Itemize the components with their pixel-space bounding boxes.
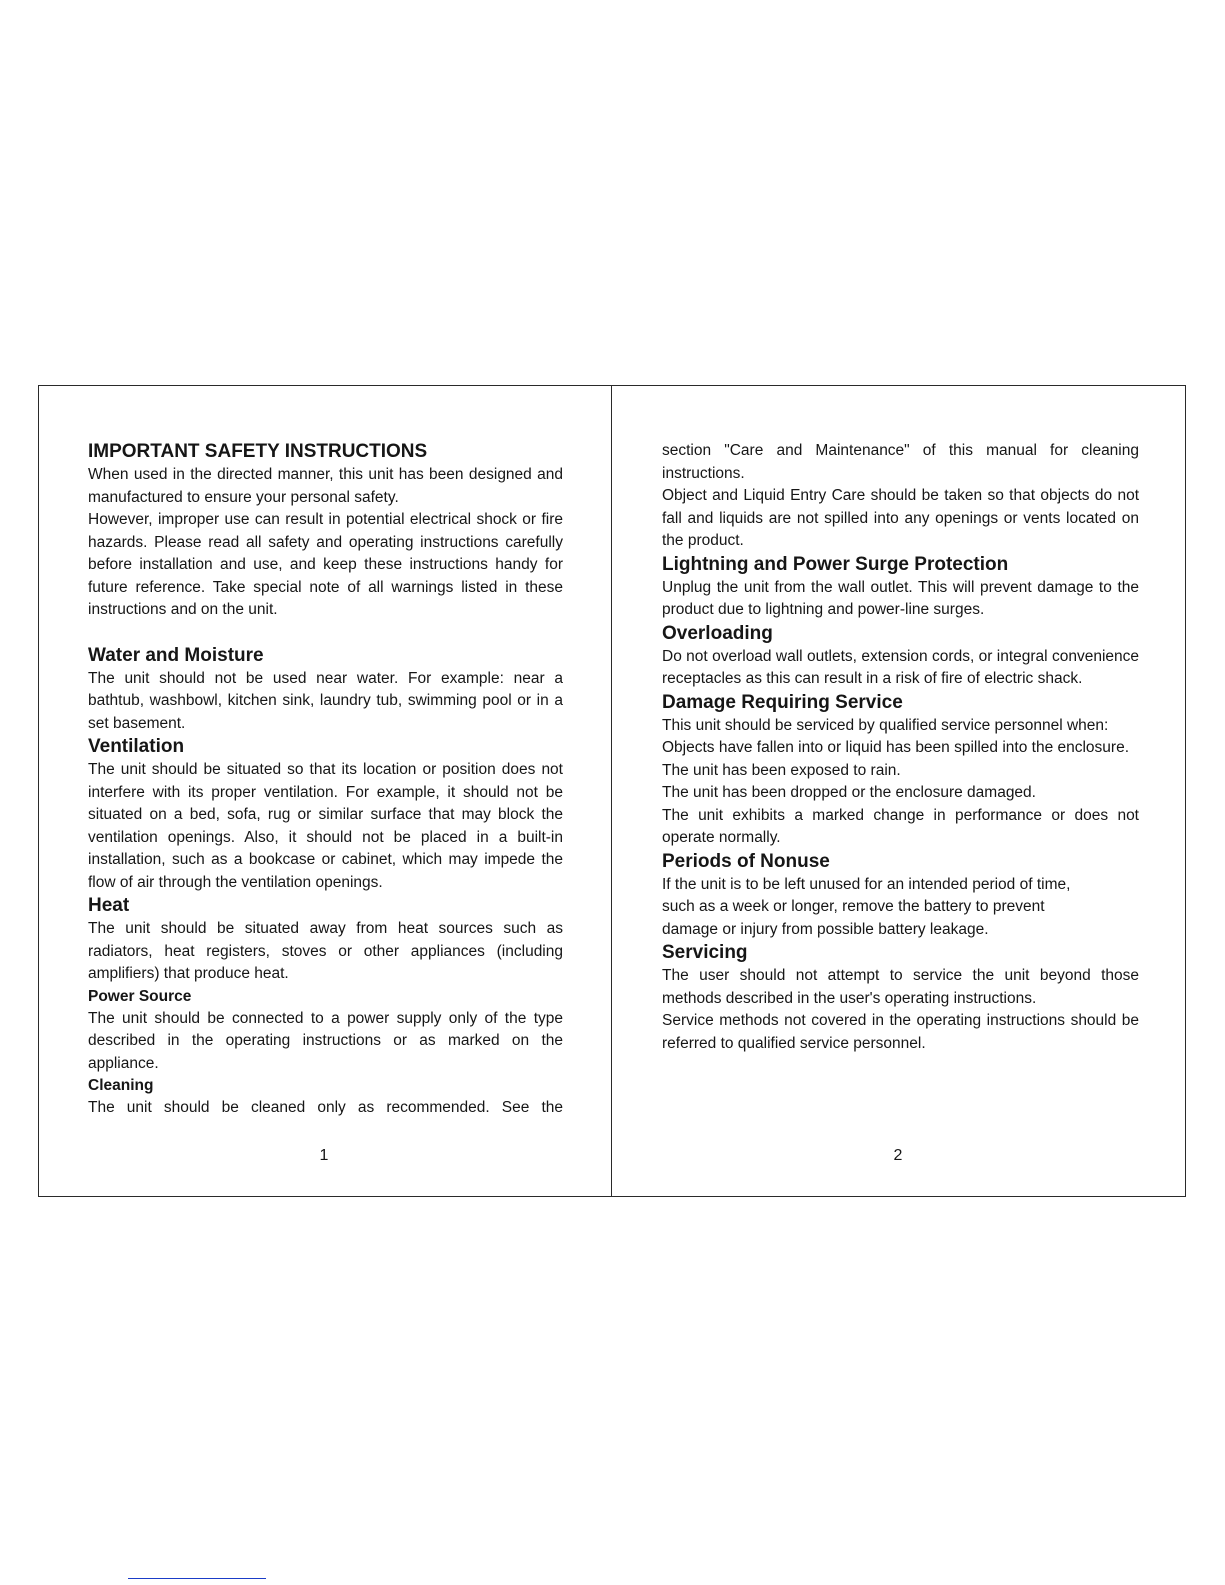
nonuse-heading: Periods of Nonuse [662, 850, 830, 872]
link-underline [128, 1578, 266, 1579]
servicing-heading: Servicing [662, 942, 748, 963]
servicing-text-2: Service methods not covered in the operating instructions should be referred to qualified service personnel. [662, 1012, 1139, 1052]
page-number-2: 2 [893, 1147, 903, 1164]
nonuse-line: such as a week or longer, remove the battery to prevent [662, 898, 1045, 915]
heat-heading: Heat [88, 895, 130, 916]
cleaning-continued-text: section "Care and Maintenance" of this manual for cleaning instructions. [662, 442, 1139, 482]
object-liquid-entry-text: Object and Liquid Entry Care should be taken so that objects do not fall and liquids are not spilled into any openings or vents located on the product. [662, 487, 1139, 549]
nonuse-line: damage or injury from possible battery leakage. [662, 920, 989, 938]
servicing-text-1: The user should not attempt to service the unit beyond those methods described in the user's operating instructions. [662, 967, 1139, 1007]
damage-item: The unit has been dropped or the enclosure damaged. [662, 784, 1036, 801]
cleaning-text: The unit should be cleaned only as recommended. See the [88, 1099, 563, 1116]
power-source-text: The unit should be connected to a power supply only of the type described in the operating instructions or as marked on the appliance. [88, 1009, 563, 1072]
water-heading: Water and Moisture [88, 644, 264, 666]
overloading-heading: Overloading [662, 622, 773, 644]
heat-text: The unit should be situated away from heat sources such as radiators, heat registers, stoves or other appliances (including amplifiers) that produce heat. [88, 920, 563, 982]
damage-intro: This unit should be serviced by qualified service personnel when: [662, 716, 1109, 734]
water-text: The unit should not be used near water. For example: near a bathtub, washbowl, kitchen sink, laundry tub, swimming pool or in a set basement. [88, 669, 563, 732]
page-1 [88, 440, 563, 1120]
cleaning-heading: Cleaning [88, 1077, 154, 1094]
intro-paragraph-2: However, improper use can result in potential electrical shock or fire hazards. Please read all safety and operating instructions carefully before installation and use, and keep these instructions handy for future reference. Take special note of all warnings listed in these instructions and on the unit. [88, 511, 563, 618]
lightning-heading: Lightning and Power Surge Protection [662, 553, 1009, 575]
power-source-heading: Power Source [88, 987, 192, 1005]
damage-heading: Damage Requiring Service [662, 691, 903, 713]
ventilation-text: The unit should be situated so that its location or position does not interfere with its proper ventilation. For example, it should not be situated on a bed, sofa, rug or similar surface that may block the ventilation openings. Also, it should not be placed in a built-in installation, such as a bookcase or cabinet, which may impede the flow of air through the ventilation openings. [88, 761, 563, 891]
section-gap [88, 622, 563, 644]
page-divider [611, 385, 612, 1197]
nonuse-line: If the unit is to be left unused for an intended period of time, [662, 875, 1071, 893]
intro-paragraph-1: When used in the directed manner, this unit has been designed and manufactured to ensure your personal safety. [88, 466, 563, 506]
page-number-1: 1 [319, 1147, 329, 1164]
page-2 [662, 440, 1139, 1055]
safety-title: IMPORTANT SAFETY INSTRUCTIONS [88, 441, 428, 462]
damage-item: The unit has been exposed to rain. [662, 761, 901, 779]
lightning-text: Unplug the unit from the wall outlet. This will prevent damage to the product due to lightning and power-line surges. [662, 578, 1139, 618]
overloading-text: Do not overload wall outlets, extension cords, or integral convenience receptacles as this can result in a risk of fire of electric shack. [662, 647, 1139, 687]
damage-item: The unit exhibits a marked change in performance or does not operate normally. [662, 806, 1139, 846]
ventilation-heading: Ventilation [88, 736, 185, 757]
damage-item: Objects have fallen into or liquid has been spilled into the enclosure. [662, 739, 1130, 756]
